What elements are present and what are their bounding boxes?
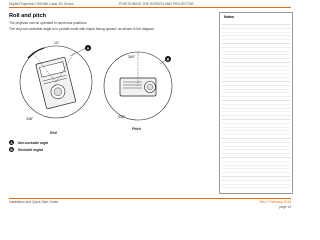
pitch-caption: Pitch <box>132 127 141 131</box>
legend-text-workable: Workable angles <box>18 147 44 152</box>
legend-item-non-workable <box>9 140 48 145</box>
pitch-angle-bottom: 338° <box>118 115 126 119</box>
footer-guide-title: Installation and Quick Start Guide <box>9 200 59 204</box>
header-rule <box>9 7 291 8</box>
roll-pitch-diagram <box>14 34 184 136</box>
legend-item-workable <box>9 147 43 152</box>
footer-revision: Rev C February 2016 <box>259 200 291 204</box>
marker-a-label: A <box>86 46 90 51</box>
notes-panel <box>219 12 293 194</box>
roll-caption: Roll <box>50 131 57 135</box>
header-section-title: POSITIONING THE SCREEN AND PROJECTOR <box>119 2 194 6</box>
legend-marker-a-icon: A <box>10 140 13 145</box>
footer-rule <box>9 198 291 199</box>
roll-angle-top: 10° <box>54 41 60 45</box>
roll-angle-bottom: 338° <box>26 117 34 121</box>
legend-text-non-workable: Non-workable angle <box>18 140 49 145</box>
section-title: Roll and pitch <box>9 13 46 19</box>
footer-page-number: page 13 <box>279 205 291 209</box>
notes-ruled-area <box>222 21 290 191</box>
header-doc-title: Digital Projection HIGHlite Laser 3D Series <box>9 2 74 6</box>
notes-title: Notes <box>224 15 234 19</box>
roll-projector-icon <box>36 57 76 109</box>
pitch-diagram <box>104 52 172 131</box>
intro-paragraph: The projector can be operated in numerous positions. <box>9 21 88 25</box>
pitch-angle-top: 360° <box>128 55 136 59</box>
legend-marker-b-icon: B <box>10 147 13 152</box>
detail-paragraph: The only non-workable angle is in portrait mode with inputs facing upward, as shown in the diagram. <box>9 27 155 31</box>
marker-b-label: B <box>166 57 170 62</box>
roll-diagram <box>20 41 92 135</box>
